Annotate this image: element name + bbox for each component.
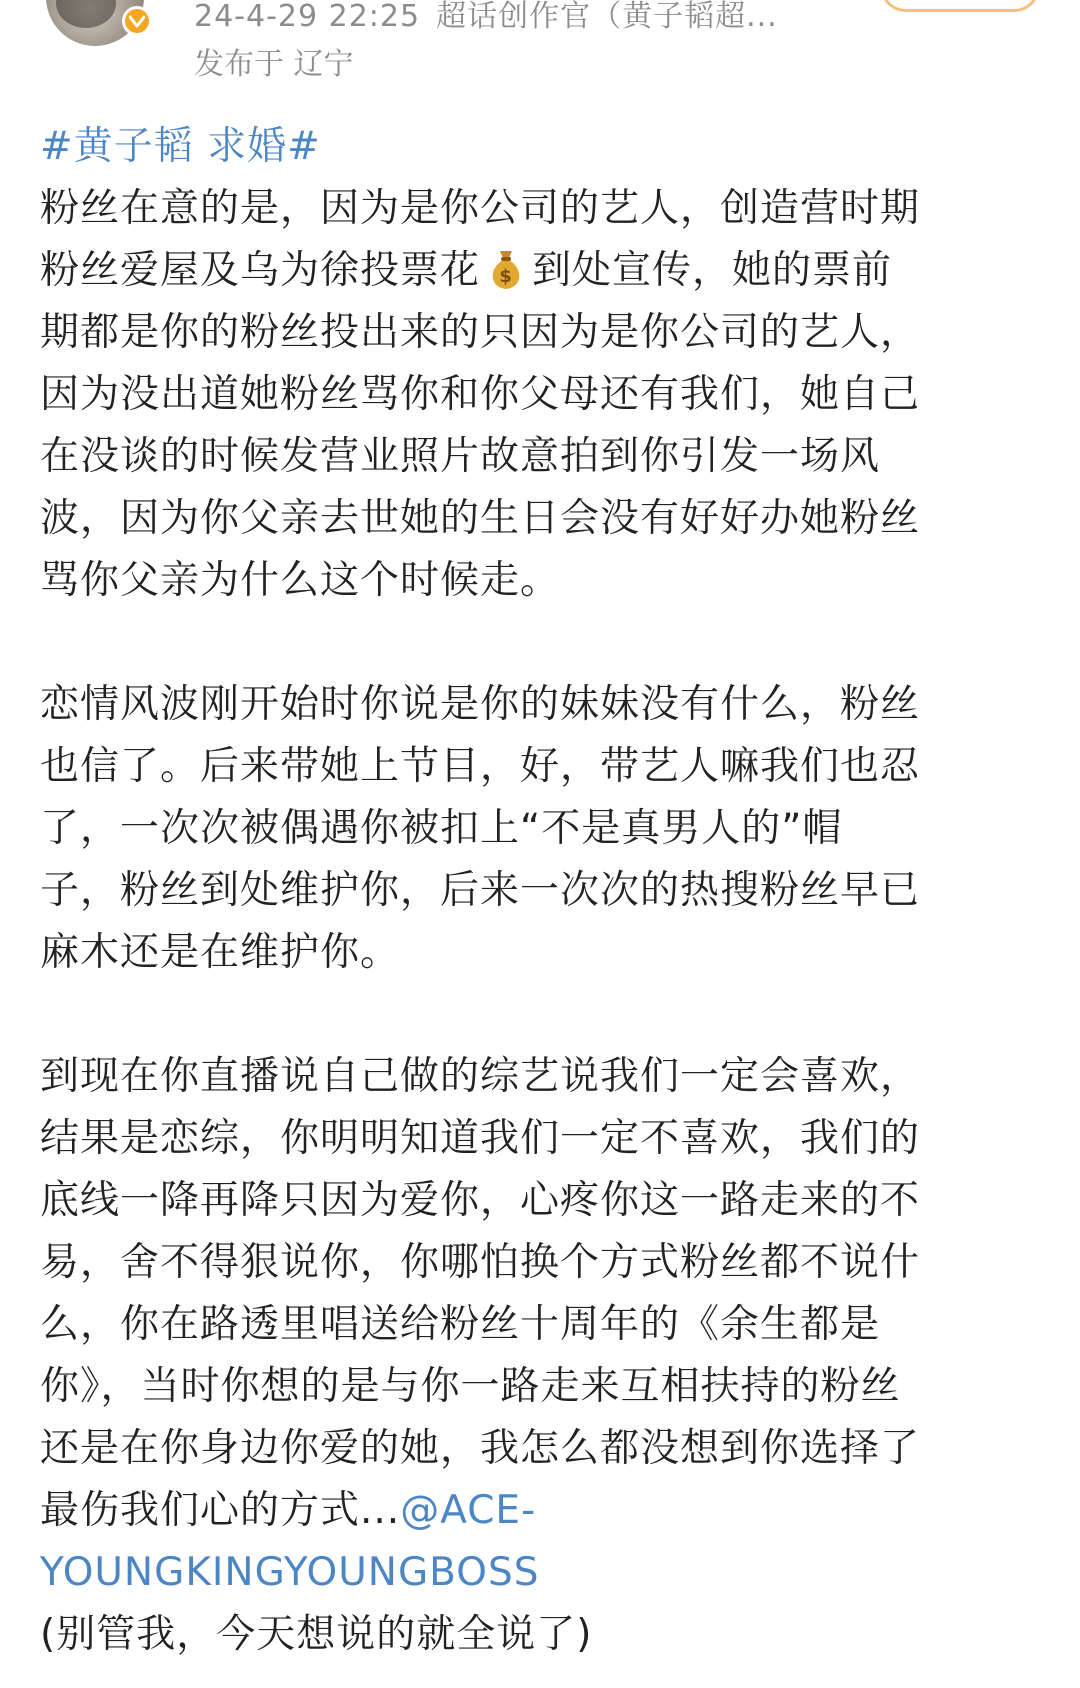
- post-text-line: 期都是你的粉丝投出来的只因为是你公司的艺人，: [40, 310, 921, 355]
- post-source-link[interactable]: 超话创作官（黄子韬超...: [436, 0, 778, 34]
- mention-link[interactable]: YOUNGKINGYOUNGBOSS: [40, 1550, 540, 1595]
- post-text-line: 还是在你身边你爱的她，我怎么都没想到你选择了: [40, 1426, 921, 1471]
- avatar-image: [56, 0, 116, 28]
- post-text-segment: 到处宣传，她的票前: [532, 248, 893, 293]
- mention-link[interactable]: @ACE-: [400, 1488, 537, 1533]
- post-text-line: 底线一降再降只因为爱你，心疼你这一路走来的不: [40, 1178, 921, 1223]
- post-text-line: [40, 1542, 1050, 1604]
- post-text-line: 你》，当时你想的是与你一路走来互相扶持的粉丝: [40, 1364, 901, 1409]
- post-text-line: [40, 1480, 1050, 1542]
- post-text-line: 波，因为你父亲去世她的生日会没有好好办她粉丝: [40, 496, 921, 541]
- post-text-segment: 最伤我们心的方式...: [40, 1488, 401, 1533]
- post-timestamp: 24-4-29 22:25: [194, 0, 421, 34]
- post-body: [40, 116, 1050, 1666]
- post-text-line: 么，你在路透里唱送给粉丝十周年的《余生都是: [40, 1302, 881, 1347]
- post-text-line: 在没谈的时候发营业照片故意拍到你引发一场风: [40, 434, 881, 479]
- topic-link[interactable]: #黄子韬 求婚#: [40, 124, 321, 169]
- post-text-line: 因为没出道她粉丝骂你和你父母还有我们，她自己: [40, 372, 921, 417]
- post-text-line: 恋情风波刚开始时你说是你的妹妹没有什么，粉丝: [40, 682, 921, 727]
- post-text-line: 了，一次次被偶遇你被扣上“不是真男人的”帽: [40, 806, 843, 851]
- money-bag-emoji-icon: [486, 247, 526, 291]
- post-text-line: (别管我，今天想说的就全说了): [40, 1612, 593, 1657]
- follow-button[interactable]: [880, 0, 1040, 12]
- post-text-line: [40, 240, 1050, 302]
- paragraph-gap: [40, 984, 1050, 1046]
- post-header: [0, 0, 1080, 110]
- post-text-line: 粉丝在意的是，因为是你公司的艺人，创造营时期: [40, 186, 921, 231]
- bottom-edge: [0, 1682, 1080, 1688]
- paragraph-gap: [40, 612, 1050, 674]
- post-meta: [194, 0, 778, 36]
- post-text-line: 骂你父亲为什么这个时候走。: [40, 558, 561, 603]
- post-location: 发布于 辽宁: [194, 47, 354, 82]
- post-text-line: 子，粉丝到处维护你，后来一次次的热搜粉丝早已: [40, 868, 921, 913]
- post-text-line: 易，舍不得狠说你，你哪怕换个方式粉丝都不说什: [40, 1240, 921, 1285]
- verified-badge-icon: [122, 6, 152, 36]
- post-text-line: 也信了。后来带她上节目，好，带艺人嘛我们也忍: [40, 744, 921, 789]
- post-text-segment: 粉丝爱屋及乌为徐投票花: [40, 248, 481, 293]
- post-text-line: 麻木还是在维护你。: [40, 930, 401, 975]
- svg-text:$: $: [499, 266, 513, 287]
- post-text-line: 到现在你直播说自己做的综艺说我们一定会喜欢，: [40, 1054, 921, 1099]
- post-text-line: 结果是恋综，你明明知道我们一定不喜欢，我们的: [40, 1116, 921, 1161]
